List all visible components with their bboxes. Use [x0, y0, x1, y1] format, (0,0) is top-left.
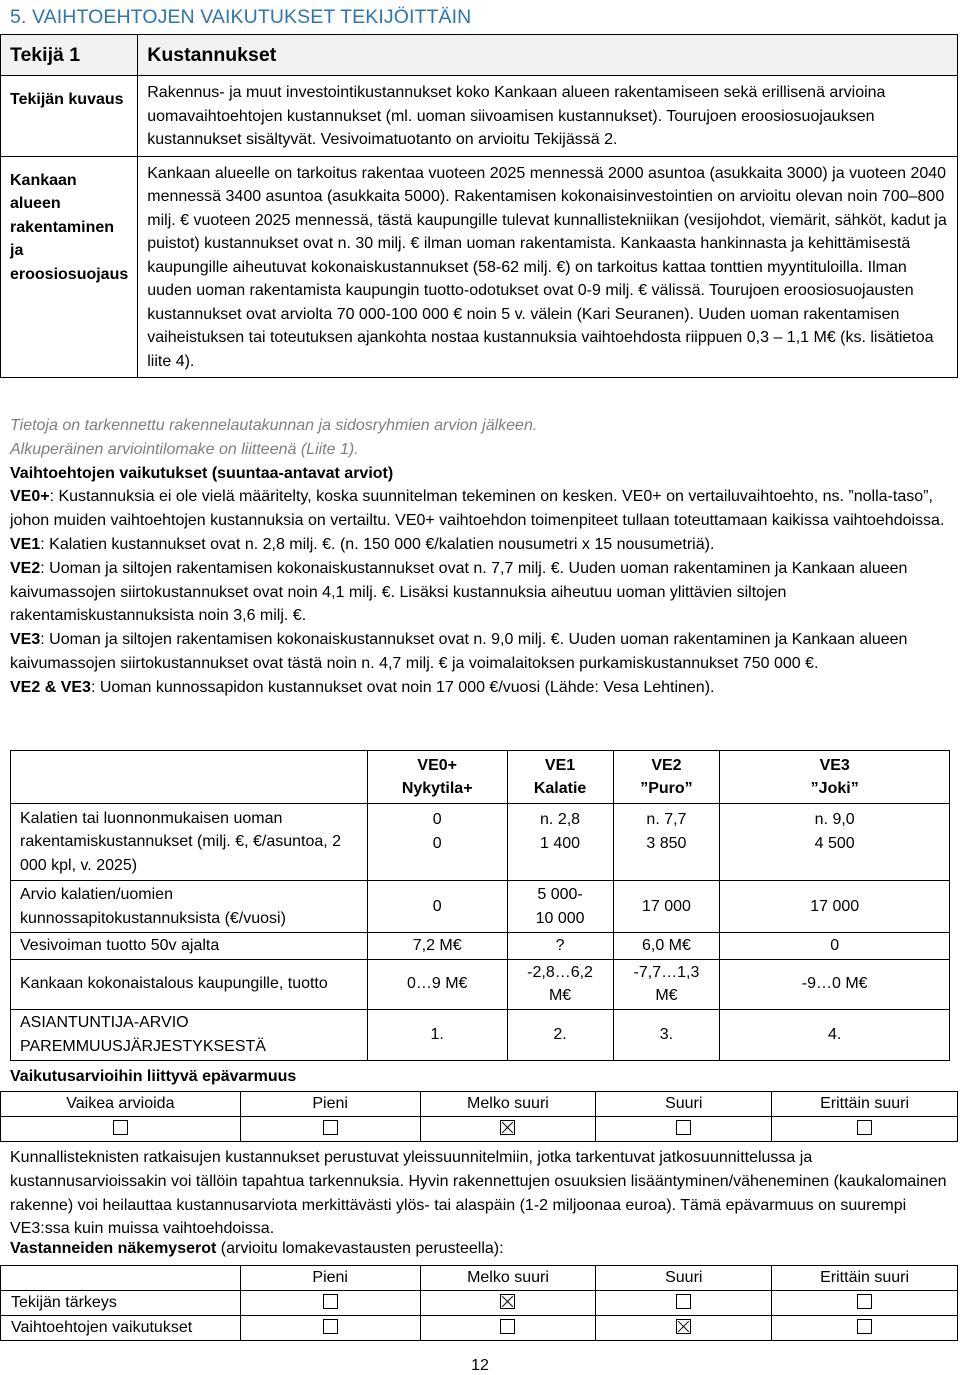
table-row [1, 1316, 958, 1341]
ve0-label: VE0+ [10, 488, 50, 506]
checkbox[interactable] [500, 1319, 515, 1334]
checkbox[interactable] [500, 1294, 515, 1309]
row-label: Vaihtoehtojen vaikutukset [1, 1316, 241, 1341]
ve1-text: : Kalatien kustannukset ovat n. 2,8 milj. €. (n. 150 000 €/kalatien nousumetri x 15 nousumetriä). [40, 535, 715, 553]
checkbox[interactable] [323, 1120, 338, 1135]
checkbox[interactable] [676, 1294, 691, 1309]
cell: 6,0 M€ [613, 933, 720, 960]
table-row [11, 881, 950, 933]
row-label: Kalatien tai luonnonmukaisen uoman rakentamiskustannukset (milj. €, €/asuntoa, 2 000 kpl, v. 2025) [11, 804, 368, 881]
ve0-paragraph [10, 485, 950, 533]
ve3-text: : Uoman ja siltojen rakentamisen kokonaiskustannukset ovat n. 9,0 milj. €. Uuden uoman rakentaminen ja Kankaan alueen kaivumassojen siirtokustannukset ovat tästä noin n. 4,7 milj. € ja voimalaitoksen purkamiskustannukset 750 000 €. [10, 631, 908, 672]
cell: 17 000 [613, 881, 720, 933]
cell: n. 7,7 3 850 [613, 804, 720, 881]
cell: 1. [367, 1009, 507, 1060]
ve2-text: : Uoman ja siltojen rakentamisen kokonaiskustannukset ovat n. 7,7 milj. €. Uuden uoman rakentaminen ja Kankaan alueen kaivumassojen siirtokustannukset ovat noin 4,1 milj. €. Lisäksi kustannuksia aiheutuu uoman ylittävien siltojen rakentamiskustannuksista noin 3,6 milj. €. [10, 559, 908, 625]
option-label: Erittäin suuri [772, 1092, 958, 1117]
table-row [11, 959, 950, 1009]
cell: 4. [720, 1009, 950, 1060]
cell: 0 0 [367, 804, 507, 881]
factor-row-label: Tekijän kuvaus [1, 76, 138, 157]
checkbox[interactable] [676, 1120, 691, 1135]
cell: 0 [367, 881, 507, 933]
table-row [11, 933, 950, 960]
option-label: Pieni [240, 1266, 420, 1291]
uncertainty-table [0, 1091, 958, 1142]
cell: 0…9 M€ [367, 959, 507, 1009]
note-appendix: Alkuperäinen arviointilomake on liitteenä (Liite 1). [10, 440, 359, 458]
col-header-ve0: VE0+ Nykytila+ [367, 751, 507, 804]
ve23-label: VE2 & VE3 [10, 678, 91, 696]
ve1-paragraph [10, 533, 950, 557]
row-label: Kankaan kokonaistalous kaupungille, tuotto [11, 959, 368, 1009]
table-row [11, 1009, 950, 1060]
option-label: Vaikea arvioida [1, 1092, 241, 1117]
row-label: Vesivoiman tuotto 50v ajalta [11, 933, 368, 960]
stakeholders-table [0, 1265, 958, 1341]
cell: 2. [507, 1009, 613, 1060]
option-label: Melko suuri [420, 1266, 596, 1291]
ve2-label: VE2 [10, 559, 41, 577]
option-label: Suuri [596, 1092, 772, 1117]
col-header-ve3: VE3 ”Joki” [720, 751, 950, 804]
checkbox[interactable] [323, 1319, 338, 1334]
ve2-paragraph [10, 557, 950, 628]
checkbox[interactable] [500, 1120, 515, 1135]
option-label: Suuri [596, 1266, 772, 1291]
cell: 3. [613, 1009, 720, 1060]
checkbox[interactable] [323, 1294, 338, 1309]
cell: 7,2 M€ [367, 933, 507, 960]
option-label: Pieni [240, 1092, 420, 1117]
cell: -9…0 M€ [720, 959, 950, 1009]
page-number: 12 [471, 1357, 489, 1374]
checkbox[interactable] [857, 1319, 872, 1334]
factor-number: Tekijä 1 [1, 35, 138, 76]
cell: -2,8…6,2 M€ [507, 959, 613, 1009]
comparison-corner [11, 751, 368, 804]
ve1-label: VE1 [10, 535, 41, 553]
notes-section [10, 414, 950, 700]
row-label: ASIANTUNTIJA-ARVIO PAREMMUUSJÄRJESTYKSESTÄ [11, 1009, 368, 1060]
cell: 17 000 [720, 881, 950, 933]
ve3-label: VE3 [10, 631, 41, 649]
col-header-ve2: VE2 ”Puro” [613, 751, 720, 804]
note-refined: Tietoja on tarkennettu rakennelautakunnan ja sidosryhmien arvion jälkeen. [10, 417, 538, 434]
checkbox[interactable] [676, 1319, 691, 1334]
ve23-text: : Uoman kunnossapidon kustannukset ovat noin 17 000 €/vuosi (Lähde: Vesa Lehtinen). [90, 678, 715, 696]
table-row [11, 804, 950, 881]
factor-title: Kustannukset [138, 35, 958, 76]
cell: 0 [720, 933, 950, 960]
factor-row-text: Kankaan alueelle on tarkoitus rakentaa vuoteen 2025 mennessä 2000 asuntoa (asukkaita 3000) ja vuoteen 2040 mennessä 3400 asuntoa (asukkaita 5000). Rakentamisen kokonaisinvestointien on arvioitu olevan noin 700–800 milj. € vuoteen 2025 mennessä, tästä kaupungille tulevat kunnallistekniikan (vesijohdot, viemärit, sähköt, kadut ja puistot) kustannukset ovat n. 30 milj. € ilman uoman rakentamista. Kankaasta hankinnasta ja kehittämisestä kaupungille aiheutuvat kokonaiskustannukset (58-62 milj. €) on tarkoitus kattaa tonttien myyntituloilla. Ilman uuden uoman rakentamista kaupungin tuotto-odotukset ovat 0-9 milj. € välissä. Tourujoen eroosiosuojausten kustannukset ovat arviolta 70 000-100 000 € noin 5 v. välein (Kari Seuranen). Uuden uoman rakentamisen vaiheistuksen tai toteutuksen ajankohta nostaa kustannuksia vaihtoehdosta riippuen 0,3 – 1,1 M€ (ks. lisätietoa liite 4). [138, 156, 958, 378]
ve0-text: : Kustannuksia ei ole vielä määritelty, koska suunnitelman tekeminen on kesken. VE0+ on vertailuvaihtoehto, ns. ”nolla-taso”, johon muiden vaihtoehtojen kustannuksia on vertailtu. VE0+ vaihtoehdon toimenpiteet tullaan toteuttamaan kaikissa vaihtoehdoissa. [10, 488, 945, 530]
checkbox[interactable] [113, 1120, 128, 1135]
cell: n. 9,0 4 500 [720, 804, 950, 881]
row-label: Arvio kalatien/uomien kunnossapitokustannuksista (€/vuosi) [11, 881, 368, 933]
row-label: Tekijän tärkeys [1, 1291, 241, 1316]
cell: n. 2,8 1 400 [507, 804, 613, 881]
section-heading: 5. VAIHTOEHTOJEN VAIKUTUKSET TEKIJÖITTÄIN [10, 6, 472, 28]
uncertainty-text: Kunnallisteknisten ratkaisujen kustannukset perustuvat yleissuunnitelmiin, jotka tarkentuvat jatkosuunnittelussa ja kustannusarvioissakin voi tällöin tapahtua tarkennuksia. Hyvin rakennettujen osuuksien lisääntyminen/väheneminen (kaukalomainen rakenne) voi heilauttaa kustannusarviota merkittävästi ylös- tai alaspäin (1-2 miljoonaa euroa). Tämä epävarmuus on suurempi VE3:ssa kuin muissa vaihtoehdoissa. [10, 1149, 947, 1238]
option-label: Melko suuri [420, 1092, 596, 1117]
uncertainty-title: Vaikutusarvioihin liittyvä epävarmuus [10, 1068, 297, 1085]
checkbox[interactable] [857, 1120, 872, 1135]
factor-row-label: Kankaan alueen rakentaminen ja eroosiosuojaus [1, 156, 138, 378]
ve3-paragraph [10, 628, 950, 676]
cell: -7,7…1,3 M€ [613, 959, 720, 1009]
impacts-title: Vaihtoehtojen vaikutukset (suuntaa-antavat arviot) [10, 464, 394, 482]
option-label: Erittäin suuri [772, 1266, 958, 1291]
stakeholders-title: Vastanneiden näkemyserot (arvioitu lomakevastausten perusteella): [10, 1240, 504, 1257]
ve23-paragraph [10, 676, 950, 700]
cell: 5 000- 10 000 [507, 881, 613, 933]
col-header-ve1: VE1 Kalatie [507, 751, 613, 804]
stakeholders-corner [1, 1266, 241, 1291]
comparison-table [10, 750, 950, 1061]
cell: ? [507, 933, 613, 960]
checkbox[interactable] [857, 1294, 872, 1309]
table-row [1, 1291, 958, 1316]
factor-table [0, 34, 958, 378]
factor-row-text: Rakennus- ja muut investointikustannukset koko Kankaan alueen rakentamiseen sekä erillisenä arvioina uomavaihtoehtojen kustannukset (ml. uoman siivoamisen kustannukset). Tourujoen eroosiosuojauksen kustannukset sisältyvät. Vesivoimatuotanto on arvioitu Tekijässä 2. [138, 76, 958, 157]
